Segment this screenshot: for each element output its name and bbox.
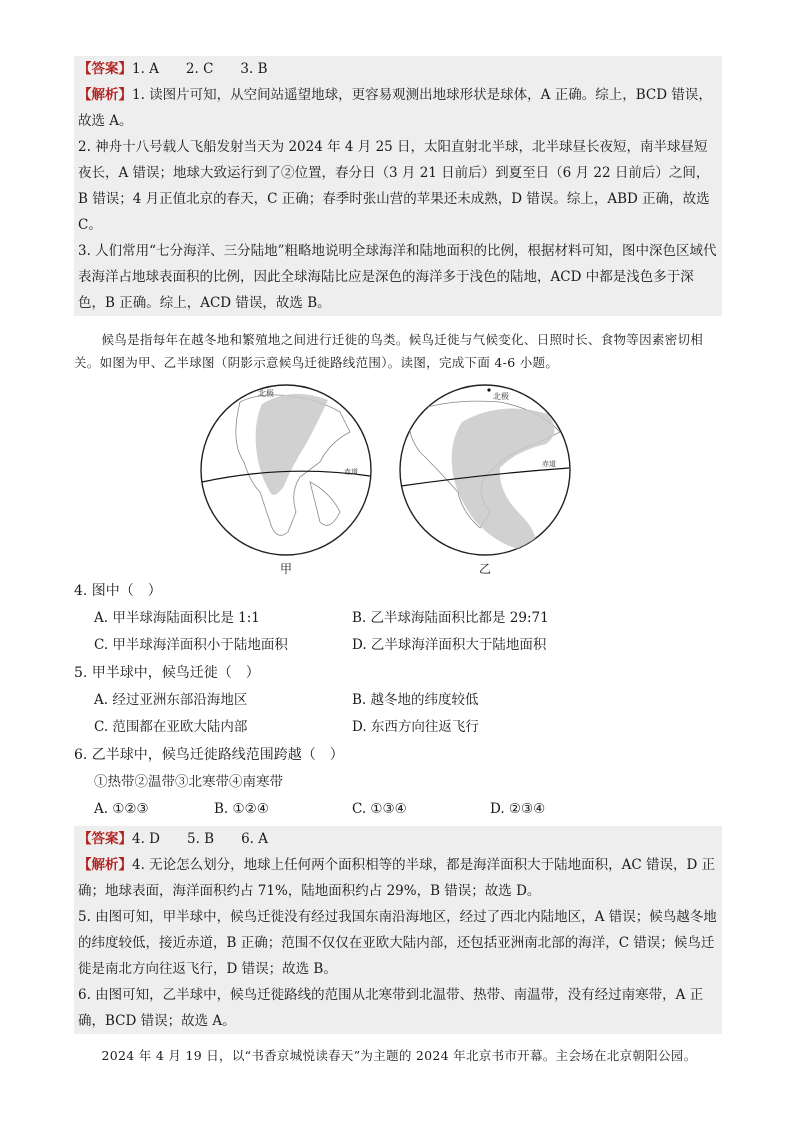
answer-tag: 【答案】 bbox=[78, 831, 132, 847]
caption-jia: 甲 bbox=[280, 562, 293, 576]
question-6-stem: 6. 乙半球中，候鸟迁徙路线范围跨越（ ） bbox=[74, 747, 344, 763]
q5-option-b[interactable]: B. 越冬地的纬度较低 bbox=[352, 692, 479, 708]
analysis-p2: 2. 神舟十八号载人飞船发射当天为 2024 年 4 月 25 日，太阳直射北半球，北半球昼长夜短，南半球昼短夜长，A 错误；地球大致运行到了②位置，春分日（3 月 21 日前后）到夏至日（6 月 22 日前后）之间，B 错误；4 月正值北京的春天，C 正确；春季时张山营的苹果还未成熟，D 错误。综上，ABD 正确，故选 C。 bbox=[78, 139, 710, 233]
q4-option-c[interactable]: C. 甲半球海洋面积小于陆地面积 bbox=[94, 637, 288, 653]
q6-option-d[interactable]: D. ②③④ bbox=[490, 801, 546, 817]
analysis-p1 bbox=[78, 82, 718, 134]
q4-option-b[interactable]: B. 乙半球海陆面积比都是 29:71 bbox=[352, 610, 549, 626]
answer-text: 1. A 2. C 3. B bbox=[132, 61, 268, 77]
analysis-text-1: 4. 无论怎么划分，地球上任何两个面积相等的半球，都是海洋面积大于陆地面积，AC 错误，D 正确；地球表面，海洋面积约占 71%，陆地面积约占 29%，B 错误；故选 D。 bbox=[78, 857, 716, 899]
answer-line bbox=[78, 826, 718, 852]
analysis-p3: 3. 人们常用“七分海洋、三分陆地”粗略地说明全球海洋和陆地面积的比例，根据材料可知，图中深色区域代表海洋占地球表面积的比例，因此全球海陆比应是深色的海洋多于浅色的陆地，ACD 中都是浅色多于深色，B 正确。综上，ACD 错误，故选 B。 bbox=[78, 243, 717, 311]
equator-label-right: 赤道 bbox=[542, 460, 556, 468]
north-pole-label-left: 北极 bbox=[258, 389, 274, 398]
analysis-text-1: 1. 读图片可知，从空间站遥望地球，更容易观测出地球形状是球体，A 正确。综上，BCD 错误，故选 A。 bbox=[78, 87, 712, 129]
question-4-stem: 4. 图中（ ） bbox=[74, 583, 162, 599]
q4-option-d[interactable]: D. 乙半球海洋面积大于陆地面积 bbox=[352, 637, 547, 653]
answer-tag: 【答案】 bbox=[78, 61, 132, 77]
answer-block-2 bbox=[74, 826, 722, 1034]
analysis-tag: 【解析】 bbox=[78, 87, 132, 103]
q6-items: ①热带②温带③北寒带④南寒带 bbox=[94, 774, 283, 790]
q5-option-d[interactable]: D. 东西方向往返飞行 bbox=[352, 719, 479, 735]
hemisphere-svg bbox=[200, 382, 600, 580]
caption-yi: 乙 bbox=[479, 562, 492, 576]
analysis-tag: 【解析】 bbox=[78, 857, 132, 873]
hemisphere-right bbox=[400, 385, 570, 555]
analysis-p1 bbox=[78, 852, 718, 904]
analysis-p3: 6. 由图可知，乙半球中，候鸟迁徙路线的范围从北寒带到北温带、热带、南温带，没有经过南寒带，A 正确，BCD 错误；故选 A。 bbox=[78, 987, 704, 1029]
q6-option-a[interactable]: A. ①②③ bbox=[94, 801, 149, 817]
question-5-stem: 5. 甲半球中，候鸟迁徙（ ） bbox=[74, 665, 260, 681]
q6-option-b[interactable]: B. ①②④ bbox=[214, 801, 269, 817]
answer-line bbox=[78, 56, 718, 82]
answer-block-1 bbox=[74, 56, 722, 316]
q4-option-a[interactable]: A. 甲半球海陆面积比是 1:1 bbox=[94, 610, 260, 626]
answer-text: 4. D 5. B 6. A bbox=[132, 831, 269, 847]
q5-option-c[interactable]: C. 范围都在亚欧大陆内部 bbox=[94, 719, 248, 735]
hemisphere-figure bbox=[200, 382, 600, 580]
analysis-p2: 5. 由图可知，甲半球中，候鸟迁徙没有经过我国东南沿海地区，经过了西北内陆地区，A 错误；候鸟越冬地的纬度较低，接近赤道，B 正确；范围不仅仅在亚欧大陆内部，还包括亚洲南北部的海洋，C 错误；候鸟迁徙是南北方向往返飞行，D 错误；故选 B。 bbox=[78, 909, 717, 977]
q5-option-a[interactable]: A. 经过亚洲东部沿海地区 bbox=[94, 692, 248, 708]
next-material-intro: 2024 年 4 月 19 日，以“书香京城悦读春天”为主题的 2024 年北京书市开幕。主会场在北京朝阳公园。 bbox=[101, 1048, 697, 1063]
question-intro: 候鸟是指每年在越冬地和繁殖地之间进行迁徙的鸟类。候鸟迁徙与气候变化、日照时长、食物等因素密切相关。如图为甲、乙半球图（阴影示意候鸟迁徙路线范围）。读图，完成下面 4-6 小题。 bbox=[74, 332, 704, 370]
q6-option-c[interactable]: C. ①③④ bbox=[352, 801, 407, 817]
north-pole-dot bbox=[487, 388, 490, 391]
north-pole-label-right: 北极 bbox=[493, 392, 509, 401]
hemisphere-left bbox=[201, 385, 371, 555]
equator-label-left: 赤道 bbox=[344, 468, 358, 476]
